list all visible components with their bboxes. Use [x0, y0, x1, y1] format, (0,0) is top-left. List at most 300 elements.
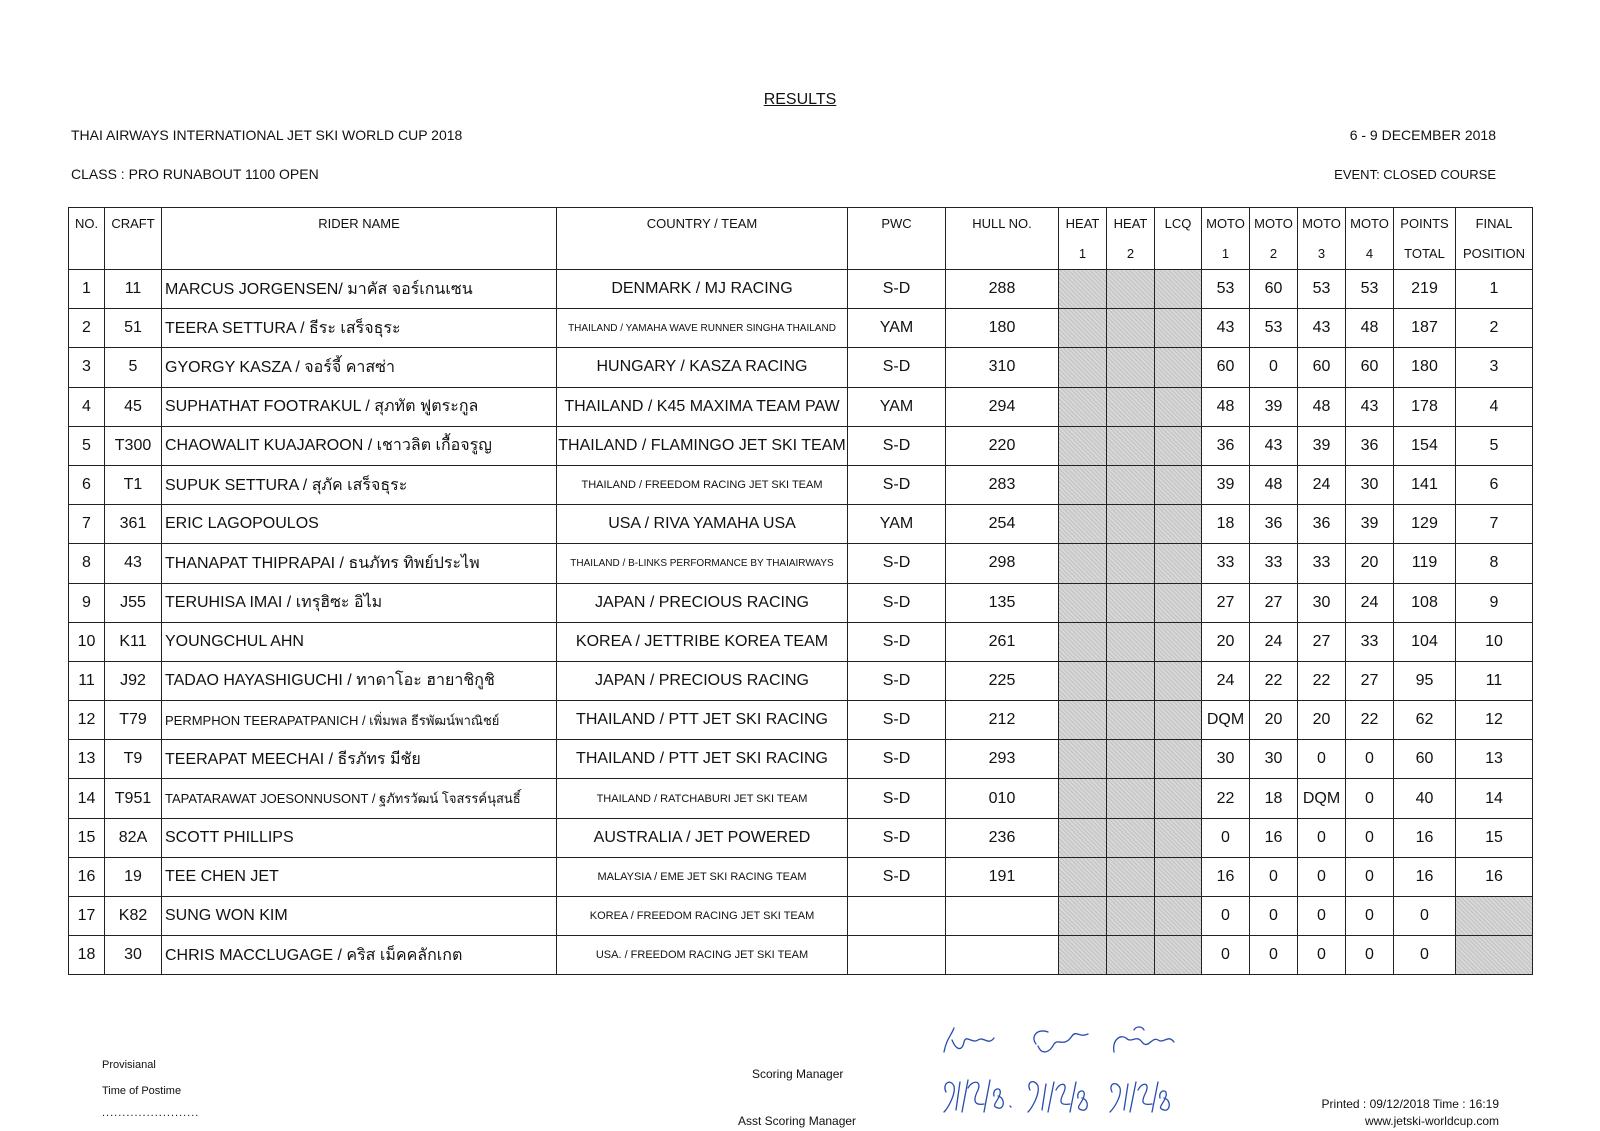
cell-craft: 43	[105, 544, 162, 583]
col-moto2-number: 2	[1250, 239, 1298, 270]
cell-country-team: JAPAN / PRECIOUS RACING	[557, 661, 848, 700]
col-moto1: MOTO	[1202, 208, 1250, 239]
cell-lcq	[1155, 544, 1202, 583]
table-row	[69, 583, 1533, 622]
cell-lcq	[1155, 387, 1202, 426]
cell-moto2: 0	[1250, 936, 1298, 975]
cell-moto4: 0	[1346, 740, 1394, 779]
cell-rider-name: PERMPHON TEERAPATPANICH / เพิ่มพล ธีรพัฒน์พาณิชย์	[162, 701, 557, 740]
cell-moto3: 43	[1298, 309, 1346, 348]
col-heat1-number: 1	[1059, 239, 1107, 270]
cell-craft: K82	[105, 897, 162, 936]
col-final: FINAL	[1456, 208, 1533, 239]
page-title: RESULTS	[763, 91, 837, 108]
cell-moto1: 39	[1202, 465, 1250, 504]
table-row	[69, 740, 1533, 779]
cell-pwc: S-D	[848, 544, 946, 583]
cell-final-position: 13	[1456, 740, 1533, 779]
race-class: CLASS : PRO RUNABOUT 1100 OPEN	[71, 166, 319, 182]
cell-no: 7	[69, 505, 105, 544]
cell-heat2	[1107, 505, 1155, 544]
cell-final-position: 15	[1456, 818, 1533, 857]
cell-lcq	[1155, 465, 1202, 504]
cell-heat2	[1107, 309, 1155, 348]
cell-moto3: 48	[1298, 387, 1346, 426]
cell-final-position: 2	[1456, 309, 1533, 348]
cell-heat2	[1107, 270, 1155, 309]
cell-rider-name: YOUNGCHUL AHN	[162, 622, 557, 661]
cell-points-total: 16	[1394, 857, 1456, 896]
event-name: THAI AIRWAYS INTERNATIONAL JET SKI WORLD CUP 2018	[71, 127, 463, 143]
cell-rider-name: SUPUK SETTURA / สุภัค เสร็จธุระ	[162, 465, 557, 504]
cell-moto4: 22	[1346, 701, 1394, 740]
cell-pwc: YAM	[848, 309, 946, 348]
cell-country-team: THAILAND / PTT JET SKI RACING	[557, 701, 848, 740]
cell-moto3: 20	[1298, 701, 1346, 740]
cell-points-total: 108	[1394, 583, 1456, 622]
cell-final-position	[1456, 897, 1533, 936]
cell-country-team: THAILAND / B-LINKS PERFORMANCE BY THAIAIRWAYS	[557, 544, 848, 583]
cell-heat1	[1059, 740, 1107, 779]
table-row	[69, 701, 1533, 740]
cell-no: 10	[69, 622, 105, 661]
cell-heat1	[1059, 701, 1107, 740]
cell-moto4: 30	[1346, 465, 1394, 504]
header-row	[69, 208, 1533, 239]
cell-moto1: 18	[1202, 505, 1250, 544]
col-rider-name: RIDER NAME	[162, 208, 557, 270]
provisional-label: Provisianal	[102, 1059, 156, 1071]
cell-pwc: S-D	[848, 740, 946, 779]
cell-moto1: 53	[1202, 270, 1250, 309]
cell-final-position: 12	[1456, 701, 1533, 740]
cell-points-total: 180	[1394, 348, 1456, 387]
cell-no: 1	[69, 270, 105, 309]
cell-no: 12	[69, 701, 105, 740]
cell-moto2: 39	[1250, 387, 1298, 426]
cell-heat2	[1107, 622, 1155, 661]
scoring-manager-label: Scoring Manager	[752, 1067, 844, 1081]
cell-rider-name: TADAO HAYASHIGUCHI / ทาดาโอะ ฮายาชิกูชิ	[162, 661, 557, 700]
cell-no: 15	[69, 818, 105, 857]
cell-points-total: 154	[1394, 426, 1456, 465]
cell-hull-no: 293	[946, 740, 1059, 779]
cell-no: 9	[69, 583, 105, 622]
cell-hull-no: 191	[946, 857, 1059, 896]
cell-pwc: S-D	[848, 701, 946, 740]
col-heat1: HEAT	[1059, 208, 1107, 239]
cell-moto3: 30	[1298, 583, 1346, 622]
col-no: NO.	[69, 208, 105, 270]
cell-moto2: 0	[1250, 897, 1298, 936]
cell-hull-no: 294	[946, 387, 1059, 426]
cell-final-position: 7	[1456, 505, 1533, 544]
printed-timestamp: Printed : 09/12/2018 Time : 16:19	[1321, 1097, 1499, 1111]
cell-country-team: JAPAN / PRECIOUS RACING	[557, 583, 848, 622]
cell-final-position: 1	[1456, 270, 1533, 309]
cell-rider-name: TEE CHEN JET	[162, 857, 557, 896]
cell-craft: 11	[105, 270, 162, 309]
cell-heat1	[1059, 348, 1107, 387]
cell-moto1: 20	[1202, 622, 1250, 661]
cell-final-position: 11	[1456, 661, 1533, 700]
cell-moto3: DQM	[1298, 779, 1346, 818]
cell-moto1: 22	[1202, 779, 1250, 818]
cell-no: 8	[69, 544, 105, 583]
cell-country-team: KOREA / JETTRIBE KOREA TEAM	[557, 622, 848, 661]
cell-points-total: 95	[1394, 661, 1456, 700]
cell-heat2	[1107, 857, 1155, 896]
handwritten-signatures	[938, 1022, 1198, 1114]
cell-moto1: DQM	[1202, 701, 1250, 740]
cell-craft: T9	[105, 740, 162, 779]
cell-moto4: 0	[1346, 936, 1394, 975]
cell-no: 11	[69, 661, 105, 700]
cell-country-team: THAILAND / RATCHABURI JET SKI TEAM	[557, 779, 848, 818]
cell-heat1	[1059, 387, 1107, 426]
cell-heat2	[1107, 583, 1155, 622]
cell-heat1	[1059, 270, 1107, 309]
cell-moto3: 60	[1298, 348, 1346, 387]
cell-moto1: 16	[1202, 857, 1250, 896]
cell-moto1: 27	[1202, 583, 1250, 622]
cell-moto4: 0	[1346, 897, 1394, 936]
cell-heat1	[1059, 309, 1107, 348]
col-moto4-number: 4	[1346, 239, 1394, 270]
cell-pwc: S-D	[848, 426, 946, 465]
cell-rider-name: ERIC LAGOPOULOS	[162, 505, 557, 544]
cell-rider-name: GYORGY KASZA / จอร์จี้ คาสซ่า	[162, 348, 557, 387]
cell-lcq	[1155, 740, 1202, 779]
col-final-position: POSITION	[1456, 239, 1533, 270]
cell-no: 14	[69, 779, 105, 818]
cell-hull-no: 288	[946, 270, 1059, 309]
cell-craft: K11	[105, 622, 162, 661]
cell-rider-name: CHRIS MACCLUGAGE / คริส เม็คคลักเกต	[162, 936, 557, 975]
table-row	[69, 426, 1533, 465]
cell-country-team: KOREA / FREEDOM RACING JET SKI TEAM	[557, 897, 848, 936]
cell-craft: T79	[105, 701, 162, 740]
cell-country-team: USA. / FREEDOM RACING JET SKI TEAM	[557, 936, 848, 975]
cell-moto2: 27	[1250, 583, 1298, 622]
cell-moto1: 43	[1202, 309, 1250, 348]
cell-lcq	[1155, 348, 1202, 387]
cell-country-team: THAILAND / FLAMINGO JET SKI TEAM	[557, 426, 848, 465]
cell-heat1	[1059, 583, 1107, 622]
cell-moto2: 48	[1250, 465, 1298, 504]
cell-country-team: USA / RIVA YAMAHA USA	[557, 505, 848, 544]
event-type: EVENT: CLOSED COURSE	[1334, 167, 1496, 182]
cell-rider-name: TEERA SETTURA / ธีระ เสร็จธุระ	[162, 309, 557, 348]
cell-moto3: 33	[1298, 544, 1346, 583]
cell-points-total: 60	[1394, 740, 1456, 779]
table-row	[69, 387, 1533, 426]
results-table	[68, 207, 1533, 975]
col-hull-no: HULL NO.	[946, 208, 1059, 270]
cell-lcq	[1155, 857, 1202, 896]
cell-rider-name: TEERAPAT MEECHAI / ธีรภัทร มีชัย	[162, 740, 557, 779]
cell-pwc	[848, 936, 946, 975]
cell-heat2	[1107, 740, 1155, 779]
cell-final-position: 14	[1456, 779, 1533, 818]
cell-heat1	[1059, 622, 1107, 661]
table-row	[69, 348, 1533, 387]
col-pwc: PWC	[848, 208, 946, 270]
cell-lcq	[1155, 426, 1202, 465]
cell-rider-name: TAPATARAWAT JOESONNUSONT / ฐภัทรวัฒน์ โจสรรค์นุสนธิ์	[162, 779, 557, 818]
cell-final-position: 6	[1456, 465, 1533, 504]
cell-moto2: 36	[1250, 505, 1298, 544]
cell-craft: T300	[105, 426, 162, 465]
cell-heat2	[1107, 387, 1155, 426]
cell-pwc: S-D	[848, 270, 946, 309]
cell-heat2	[1107, 779, 1155, 818]
cell-points-total: 129	[1394, 505, 1456, 544]
cell-points-total: 104	[1394, 622, 1456, 661]
cell-final-position: 3	[1456, 348, 1533, 387]
cell-lcq	[1155, 505, 1202, 544]
cell-lcq	[1155, 936, 1202, 975]
cell-pwc	[848, 897, 946, 936]
cell-moto4: 0	[1346, 779, 1394, 818]
cell-moto4: 36	[1346, 426, 1394, 465]
cell-country-team: DENMARK / MJ RACING	[557, 270, 848, 309]
cell-moto1: 0	[1202, 897, 1250, 936]
table-row	[69, 936, 1533, 975]
cell-moto4: 24	[1346, 583, 1394, 622]
cell-heat2	[1107, 426, 1155, 465]
cell-craft: 51	[105, 309, 162, 348]
cell-no: 13	[69, 740, 105, 779]
cell-pwc: S-D	[848, 583, 946, 622]
cell-country-team: THAILAND / FREEDOM RACING JET SKI TEAM	[557, 465, 848, 504]
cell-final-position: 5	[1456, 426, 1533, 465]
cell-hull-no: 010	[946, 779, 1059, 818]
cell-points-total: 178	[1394, 387, 1456, 426]
col-heat2-number: 2	[1107, 239, 1155, 270]
cell-moto3: 53	[1298, 270, 1346, 309]
cell-moto4: 53	[1346, 270, 1394, 309]
cell-country-team: THAILAND / K45 MAXIMA TEAM PAW	[557, 387, 848, 426]
cell-moto2: 60	[1250, 270, 1298, 309]
cell-pwc: S-D	[848, 348, 946, 387]
cell-no: 6	[69, 465, 105, 504]
cell-hull-no: 212	[946, 701, 1059, 740]
cell-heat1	[1059, 857, 1107, 896]
cell-moto3: 0	[1298, 818, 1346, 857]
cell-moto4: 39	[1346, 505, 1394, 544]
cell-final-position: 16	[1456, 857, 1533, 896]
cell-country-team: AUSTRALIA / JET POWERED	[557, 818, 848, 857]
cell-moto3: 22	[1298, 661, 1346, 700]
cell-pwc: YAM	[848, 387, 946, 426]
postime-blank: ........................	[102, 1107, 200, 1119]
cell-heat1	[1059, 465, 1107, 504]
cell-no: 3	[69, 348, 105, 387]
col-country-team: COUNTRY / TEAM	[557, 208, 848, 270]
cell-moto4: 60	[1346, 348, 1394, 387]
cell-pwc: S-D	[848, 622, 946, 661]
cell-country-team: MALAYSIA / EME JET SKI RACING TEAM	[557, 857, 848, 896]
cell-moto3: 27	[1298, 622, 1346, 661]
col-moto4: MOTO	[1346, 208, 1394, 239]
table-row	[69, 505, 1533, 544]
cell-moto2: 16	[1250, 818, 1298, 857]
cell-craft: J55	[105, 583, 162, 622]
cell-heat2	[1107, 701, 1155, 740]
website-url: www.jetski-worldcup.com	[1364, 1114, 1499, 1128]
cell-rider-name: SUNG WON KIM	[162, 897, 557, 936]
cell-heat1	[1059, 897, 1107, 936]
cell-lcq	[1155, 897, 1202, 936]
time-of-postime-label: Time of Postime	[102, 1085, 182, 1097]
cell-moto1: 0	[1202, 818, 1250, 857]
cell-no: 5	[69, 426, 105, 465]
col-points-total: TOTAL	[1394, 239, 1456, 270]
table-row	[69, 818, 1533, 857]
cell-no: 18	[69, 936, 105, 975]
col-points: POINTS	[1394, 208, 1456, 239]
col-moto1-number: 1	[1202, 239, 1250, 270]
cell-points-total: 0	[1394, 936, 1456, 975]
cell-lcq	[1155, 583, 1202, 622]
table-row	[69, 465, 1533, 504]
cell-final-position	[1456, 936, 1533, 975]
cell-no: 2	[69, 309, 105, 348]
cell-moto2: 30	[1250, 740, 1298, 779]
cell-heat2	[1107, 936, 1155, 975]
cell-hull-no: 236	[946, 818, 1059, 857]
cell-points-total: 219	[1394, 270, 1456, 309]
cell-no: 4	[69, 387, 105, 426]
cell-rider-name: THANAPAT THIPRAPAI / ธนภัทร ทิพย์ประไพ	[162, 544, 557, 583]
cell-lcq	[1155, 622, 1202, 661]
cell-rider-name: CHAOWALIT KUAJAROON / เชาวลิต เกื้อจรูญ	[162, 426, 557, 465]
table-row	[69, 622, 1533, 661]
cell-craft: T1	[105, 465, 162, 504]
cell-moto3: 0	[1298, 936, 1346, 975]
cell-heat1	[1059, 544, 1107, 583]
cell-heat1	[1059, 426, 1107, 465]
cell-final-position: 9	[1456, 583, 1533, 622]
cell-craft: 45	[105, 387, 162, 426]
cell-moto4: 48	[1346, 309, 1394, 348]
cell-points-total: 62	[1394, 701, 1456, 740]
table-row	[69, 779, 1533, 818]
cell-heat2	[1107, 661, 1155, 700]
cell-moto2: 22	[1250, 661, 1298, 700]
cell-moto2: 18	[1250, 779, 1298, 818]
cell-moto3: 0	[1298, 740, 1346, 779]
cell-lcq	[1155, 270, 1202, 309]
cell-heat1	[1059, 505, 1107, 544]
cell-lcq	[1155, 309, 1202, 348]
cell-pwc: S-D	[848, 818, 946, 857]
cell-heat2	[1107, 544, 1155, 583]
table-row	[69, 544, 1533, 583]
cell-moto1: 30	[1202, 740, 1250, 779]
cell-lcq	[1155, 818, 1202, 857]
cell-pwc: S-D	[848, 661, 946, 700]
col-moto3-number: 3	[1298, 239, 1346, 270]
table-row	[69, 661, 1533, 700]
cell-moto4: 27	[1346, 661, 1394, 700]
cell-hull-no: 254	[946, 505, 1059, 544]
cell-moto2: 24	[1250, 622, 1298, 661]
cell-points-total: 119	[1394, 544, 1456, 583]
table-row	[69, 270, 1533, 309]
cell-pwc: YAM	[848, 505, 946, 544]
cell-lcq	[1155, 661, 1202, 700]
col-moto3: MOTO	[1298, 208, 1346, 239]
cell-heat2	[1107, 348, 1155, 387]
cell-hull-no: 283	[946, 465, 1059, 504]
cell-moto1: 0	[1202, 936, 1250, 975]
table-row	[69, 897, 1533, 936]
cell-points-total: 187	[1394, 309, 1456, 348]
cell-heat1	[1059, 661, 1107, 700]
cell-moto2: 53	[1250, 309, 1298, 348]
cell-country-team: THAILAND / YAMAHA WAVE RUNNER SINGHA THAILAND	[557, 309, 848, 348]
cell-heat1	[1059, 936, 1107, 975]
cell-lcq	[1155, 701, 1202, 740]
cell-pwc: S-D	[848, 465, 946, 504]
cell-points-total: 16	[1394, 818, 1456, 857]
cell-moto4: 43	[1346, 387, 1394, 426]
cell-lcq	[1155, 779, 1202, 818]
cell-hull-no: 180	[946, 309, 1059, 348]
cell-moto1: 24	[1202, 661, 1250, 700]
cell-hull-no: 261	[946, 622, 1059, 661]
cell-rider-name: MARCUS JORGENSEN/ มาคัส จอร์เกนเซน	[162, 270, 557, 309]
cell-hull-no	[946, 897, 1059, 936]
event-dates: 6 - 9 DECEMBER 2018	[1349, 127, 1496, 143]
cell-heat1	[1059, 818, 1107, 857]
cell-moto4: 33	[1346, 622, 1394, 661]
cell-heat2	[1107, 897, 1155, 936]
cell-moto3: 39	[1298, 426, 1346, 465]
cell-moto2: 0	[1250, 348, 1298, 387]
cell-moto4: 0	[1346, 857, 1394, 896]
cell-pwc: S-D	[848, 857, 946, 896]
col-heat2: HEAT	[1107, 208, 1155, 239]
cell-hull-no	[946, 936, 1059, 975]
cell-craft: 5	[105, 348, 162, 387]
cell-moto1: 36	[1202, 426, 1250, 465]
cell-craft: J92	[105, 661, 162, 700]
cell-heat1	[1059, 779, 1107, 818]
cell-moto4: 20	[1346, 544, 1394, 583]
cell-final-position: 10	[1456, 622, 1533, 661]
cell-country-team: HUNGARY / KASZA RACING	[557, 348, 848, 387]
cell-final-position: 4	[1456, 387, 1533, 426]
cell-pwc: S-D	[848, 779, 946, 818]
cell-moto2: 20	[1250, 701, 1298, 740]
cell-heat2	[1107, 465, 1155, 504]
cell-points-total: 141	[1394, 465, 1456, 504]
cell-final-position: 8	[1456, 544, 1533, 583]
cell-craft: 30	[105, 936, 162, 975]
col-craft: CRAFT	[105, 208, 162, 270]
cell-moto4: 0	[1346, 818, 1394, 857]
cell-craft: T951	[105, 779, 162, 818]
cell-craft: 19	[105, 857, 162, 896]
table-row	[69, 857, 1533, 896]
cell-hull-no: 298	[946, 544, 1059, 583]
cell-points-total: 40	[1394, 779, 1456, 818]
col-moto2: MOTO	[1250, 208, 1298, 239]
cell-moto1: 60	[1202, 348, 1250, 387]
